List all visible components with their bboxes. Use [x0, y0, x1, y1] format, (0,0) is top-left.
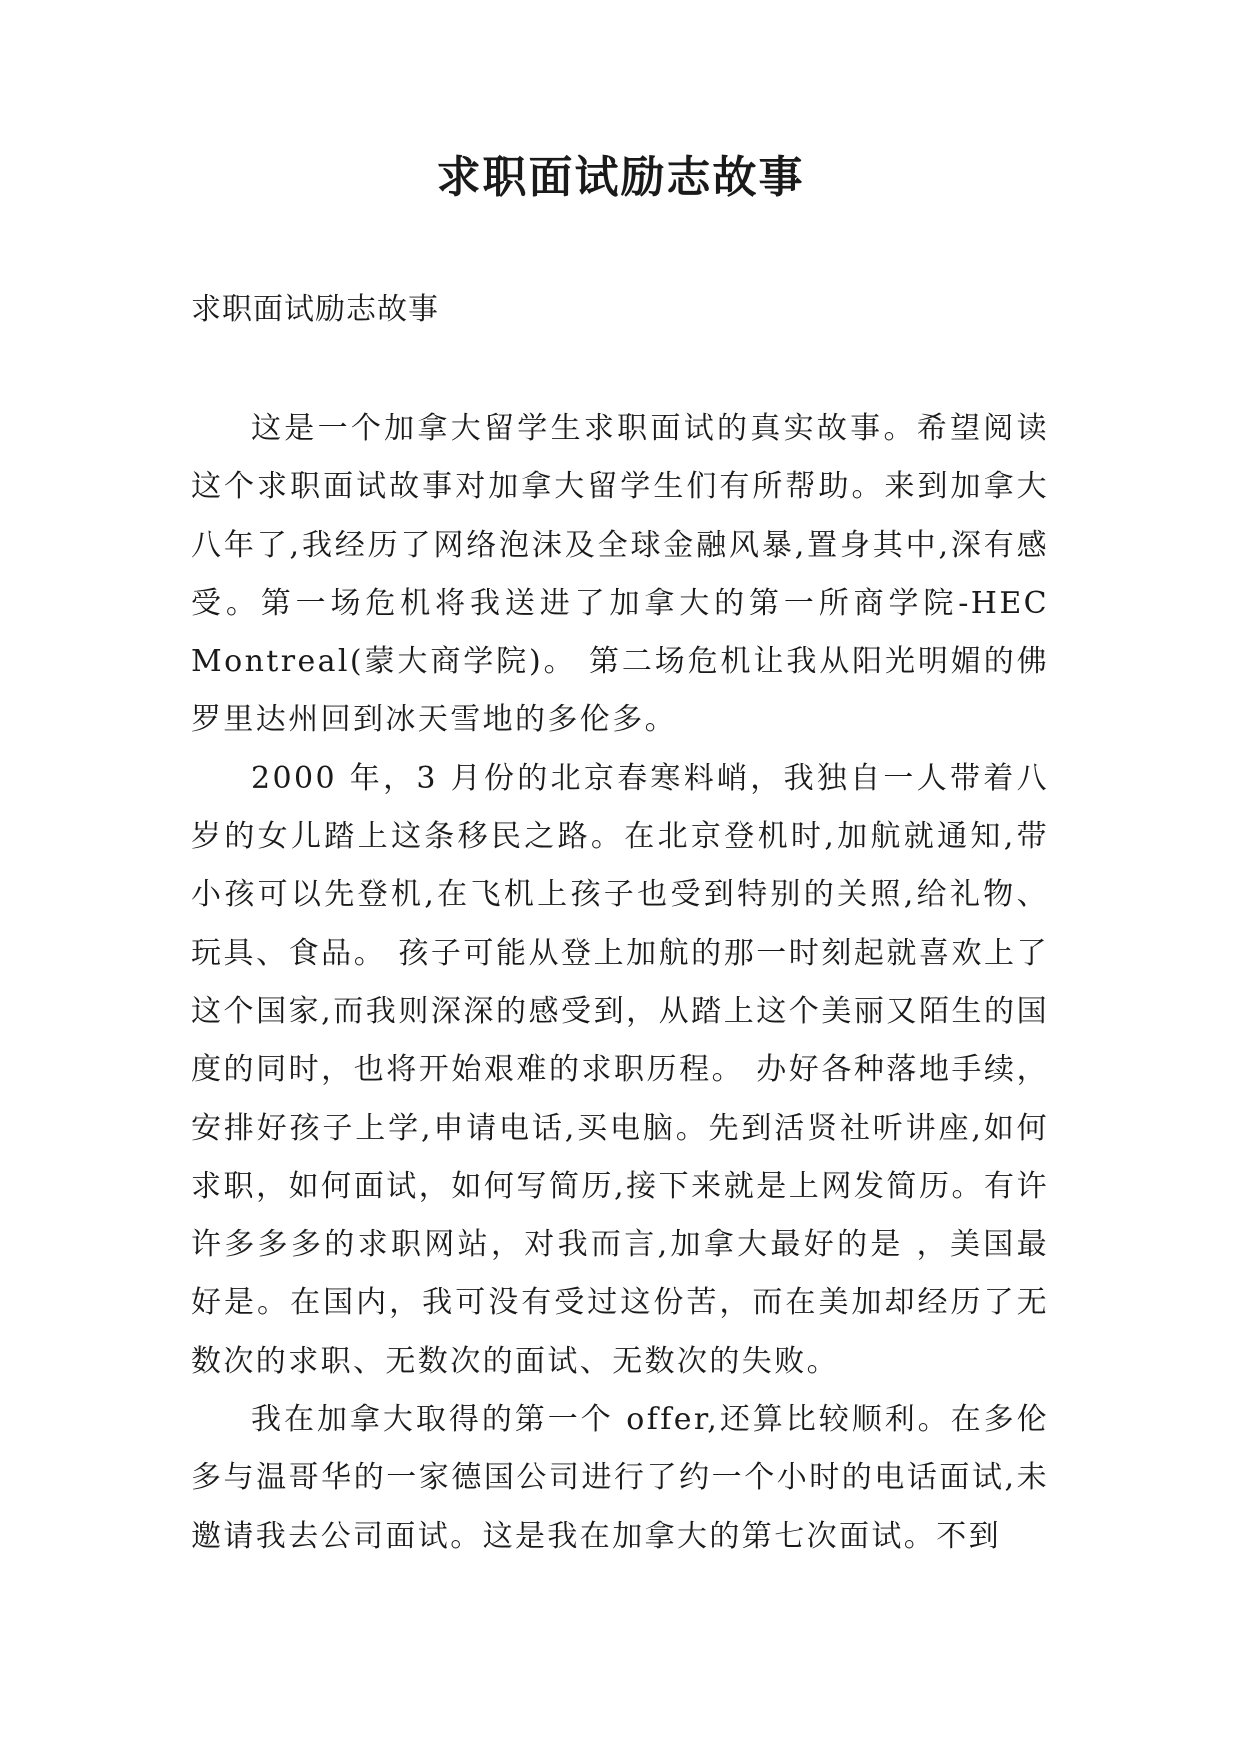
document-title: 求职面试励志故事: [436, 152, 805, 203]
paragraph: 2000 年，3 月份的北京春寒料峭，我独自一人带着八岁的女儿踏上这条移民之路。在北京登机时,加航就通知,带小孩可以先登机,在飞机上孩子也受到特别的关照,给礼物、玩具、食品。 孩子可能从登上加航的那一时刻起就喜欢上了这个国家,而我则深深的感受到，从踏上这个美丽又陌生的国度的同时，也将开始艰难的求职历程。 办好各种落地手续，安排好孩子上学,申请电话,买电脑。先到活贤社听讲座,如何求职，如何面试，如何写简历,接下来就是上网发简历。有许许多多多的求职网站，对我而言,加拿大最好的是 ，美国最好是。在国内，我可没有受过这份苦，而在美加却经历了无数次的求职、无数次的面试、无数次的失败。: [191, 760, 1049, 1379]
document-subtitle: 求职面试励志故事: [191, 292, 439, 327]
paragraph: 这是一个加拿大留学生求职面试的真实故事。希望阅读这个求职面试故事对加拿大留学生们有所帮助。来到加拿大八年了,我经历了网络泡沫及全球金融风暴,置身其中,深有感受。第一场危机将我送进了加拿大的第一所商学院-HEC Montreal(蒙大商学院)。 第二场危机让我从阳光明媚的佛罗里达州回到冰天雪地的多伦多。: [191, 411, 1049, 738]
paragraph: 我在加拿大取得的第一个 offer,还算比较顺利。在多伦多与温哥华的一家德国公司进行了约一个小时的电话面试,未邀请我去公司面试。这是我在加拿大的第七次面试。不到: [191, 1402, 1049, 1554]
document-body: [191, 400, 1049, 1566]
